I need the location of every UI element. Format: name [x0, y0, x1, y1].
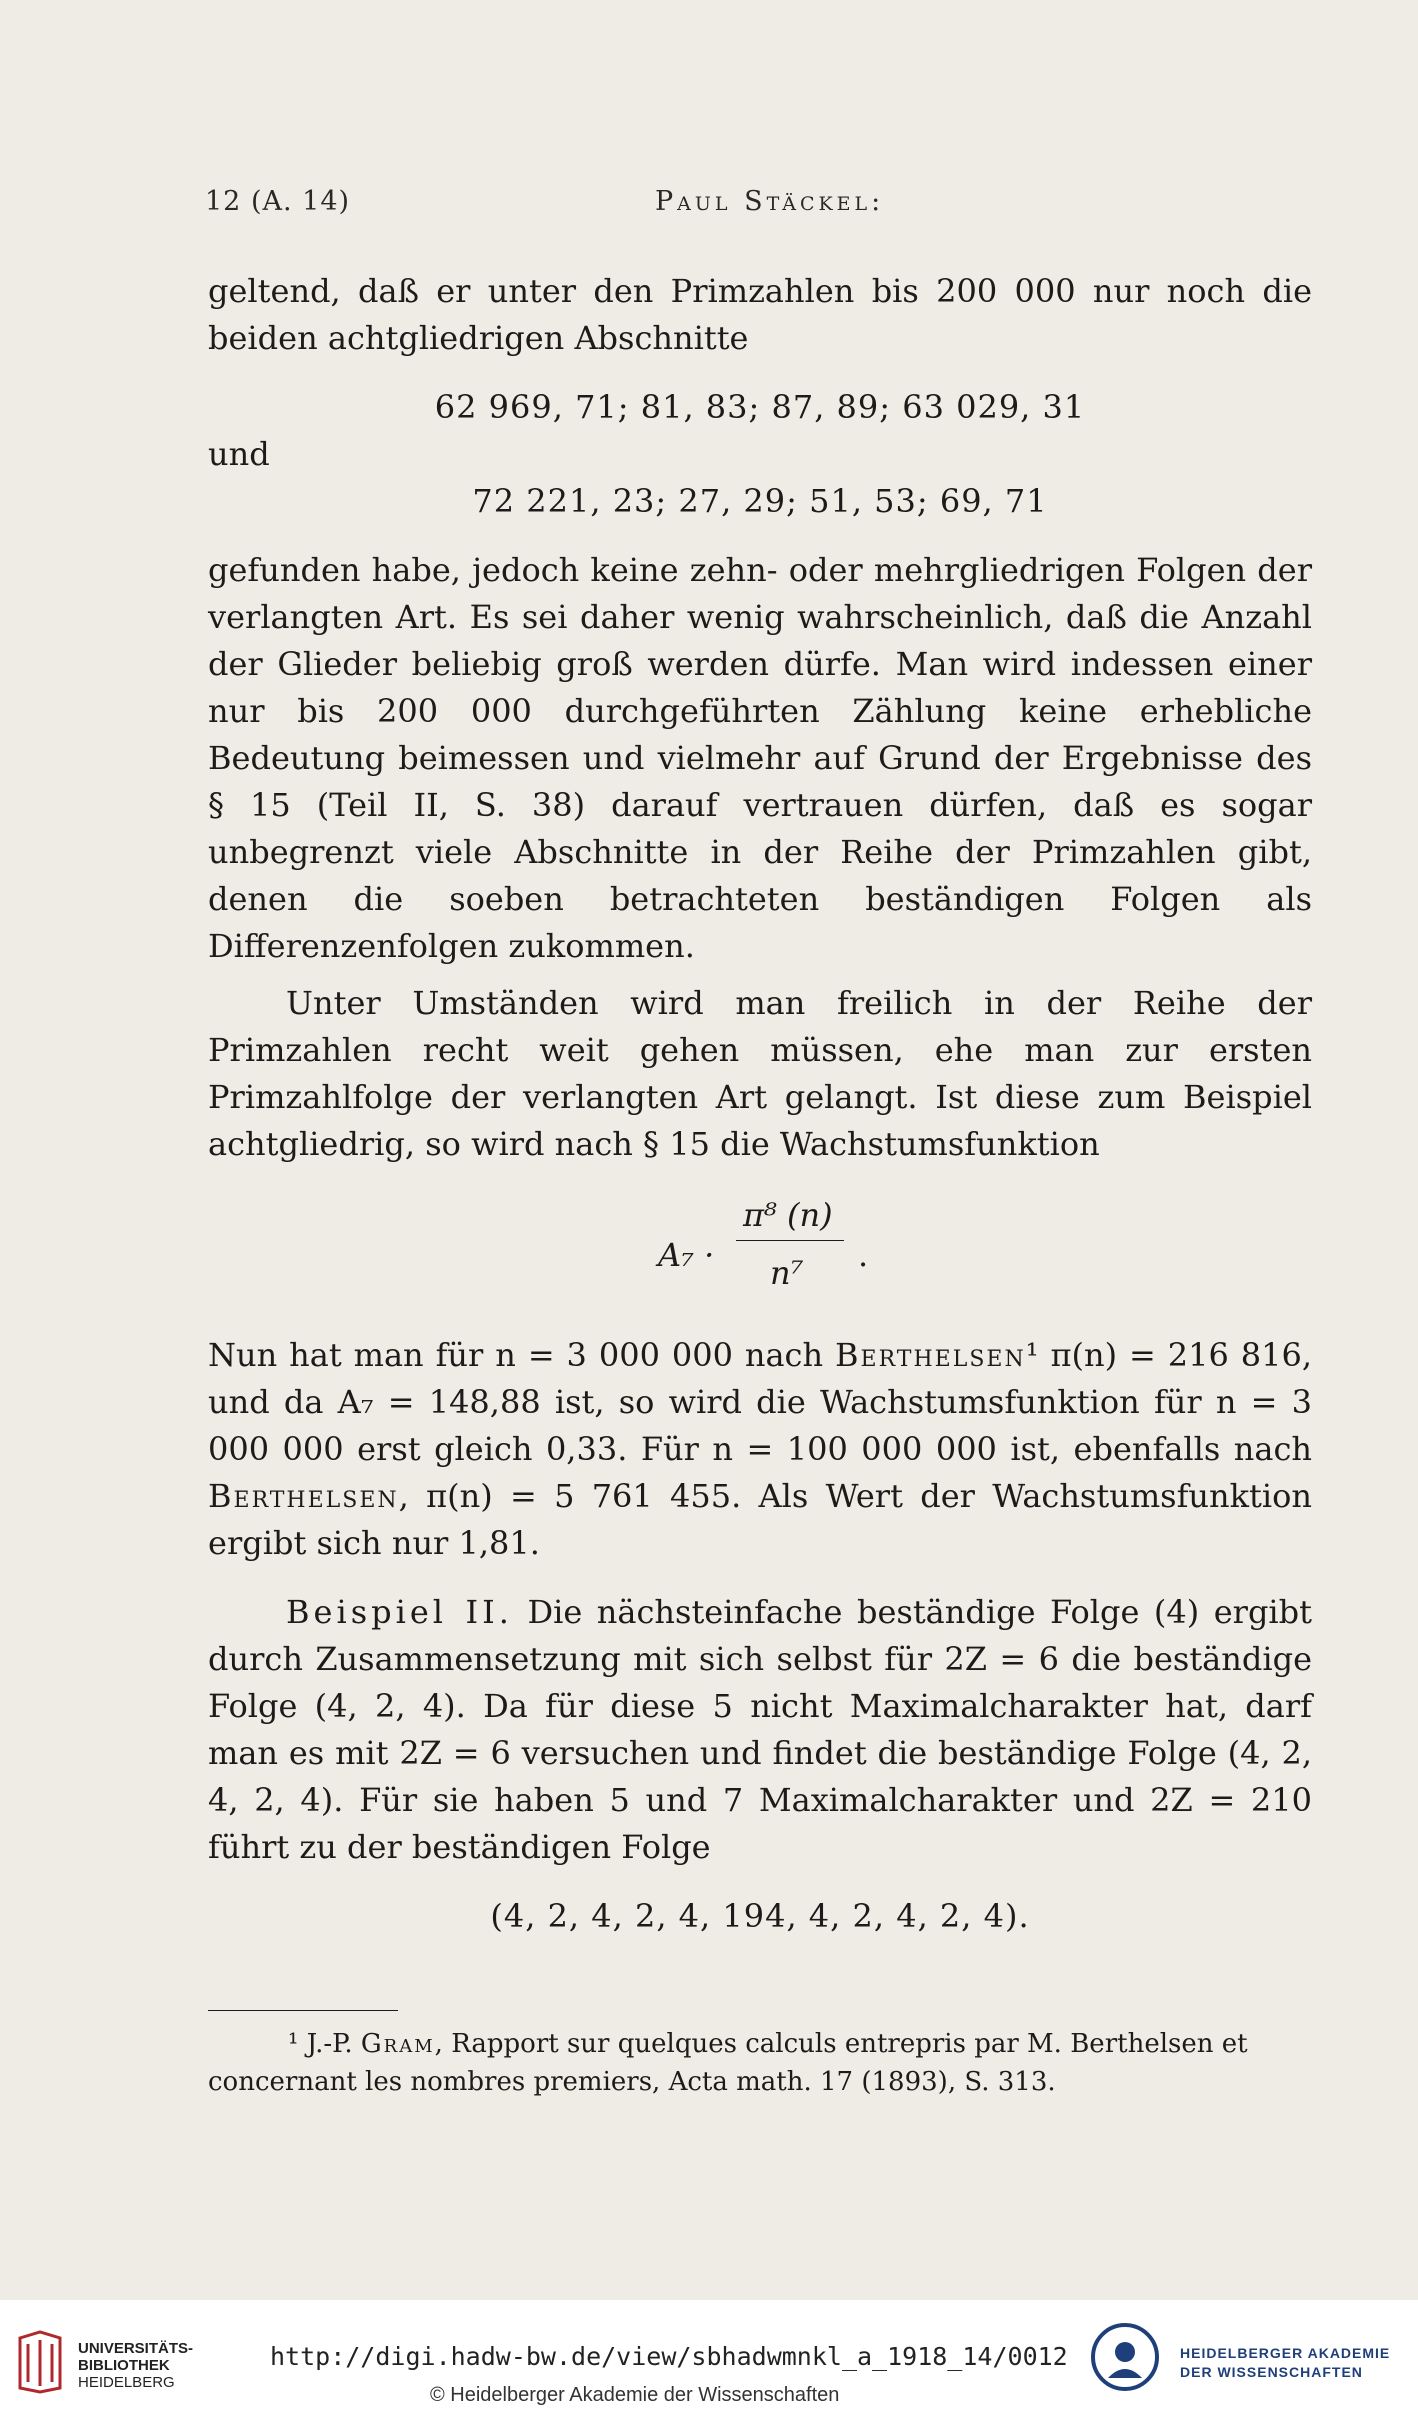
library-line: HEIDELBERG [78, 2374, 175, 2391]
academy-seal-icon [1090, 2322, 1160, 2392]
paragraph-2: gefunden habe, jedoch keine zehn- oder mehrgliedrigen Folgen der verlangten Art. Es sei daher wenig wahrscheinlich, daß die Anzahl der Glieder beliebig groß werden dürfe. Man wird indessen einer nur bis 200 000 durchgeführten Zählung keine erhebliche Bedeutung beimessen und vielmehr auf Grund der Ergebnisse des § 15 (Teil II, S. 38) darauf vertrauen dürfen, daß es sogar unbegrenzt viele Abschnitte in der Reihe der Primzahlen gibt, denen die soeben betrachteten beständigen Folgen als Differenzenfolgen zukommen. [208, 551, 1312, 965]
paragraph-1: geltend, daß er unter den Primzahlen bis 200 000 nur noch die beiden achtgliedrigen Abschnitte [208, 272, 1312, 357]
library-name [78, 2340, 193, 2391]
author-name: Berthelsen [835, 1336, 1026, 1374]
connector-und: und [208, 435, 270, 473]
author-name: Gram [360, 2029, 435, 2059]
growth-formula [208, 1182, 1312, 1332]
university-library-logo-icon [14, 2330, 66, 2394]
footnote-rule [208, 2010, 398, 2011]
formula-lhs: A₇ · [658, 1236, 715, 1274]
academy-line: DER WISSENSCHAFTEN [1180, 2364, 1363, 2380]
paragraph-3: Unter Umständen wird man freilich in der Reihe der Primzahlen recht weit gehen müssen, ehe man zur ersten Primzahlfolge der verlangten Art gelangt. Ist diese zum Beispiel achtgliedrig, so wird nach § 15 die Wachstumsfunktion [208, 984, 1312, 1163]
main-text [208, 268, 1312, 1940]
page-reference: 12 (A. 14) [205, 186, 351, 217]
fraction-bar [736, 1240, 844, 1241]
formula-period: . [858, 1236, 869, 1274]
viewer-footer [0, 2300, 1418, 2419]
paragraph-4 [208, 1332, 1312, 1567]
academy-name [1180, 2344, 1390, 2382]
footnote [208, 2025, 1312, 2101]
text-run: , π(n) = 5 761 455. Als Wert der Wachstumsfunktion ergibt sich nur 1,81. [208, 1477, 1312, 1562]
text-run: Die nächsteinfache beständige Folge (4) ergibt durch Zusammensetzung mit sich selbst für 2Z = 6 die beständige Folge (4, 2, 4). Da für diese 5 nicht Maximalcharakter hat, darf man es mit 2Z = 6 versuchen und findet die beständige Folge (4, 2, 4, 2, 4). Für sie haben 5 und 7 Maximalcharakter und 2Z = 210 führt zu der beständigen Folge [208, 1593, 1313, 1866]
formula-numerator: π⁸ (n) [743, 1196, 833, 1234]
paragraph-5 [208, 1589, 1312, 1871]
sequence-3: (4, 2, 4, 2, 4, 194, 4, 2, 4, 2, 4). [490, 1897, 1030, 1935]
author-name: Berthelsen [208, 1477, 399, 1515]
text-run: ¹ π(n) = 216 816, und da A₇ = 148,88 ist, so wird die Wachstumsfunktion für n = 3 000 000 erst gleich 0,33. Für n = 100 000 000 ist, ebenfalls nach [208, 1336, 1313, 1468]
sequence-1: 62 969, 71; 81, 83; 87, 89; 63 029, 31 [434, 388, 1086, 426]
sequence-2: 72 221, 23; 27, 29; 51, 53; 69, 71 [472, 482, 1048, 520]
academy-line: HEIDELBERGER AKADEMIE [1180, 2345, 1391, 2361]
running-head-author: Paul Stäckel: [655, 186, 885, 217]
library-line: BIBLIOTHEK [78, 2357, 170, 2374]
formula-denominator: n⁷ [770, 1254, 804, 1292]
copyright-notice: © Heidelberger Akademie der Wissenschaften [430, 2384, 840, 2406]
text-run: Nun hat man für n = 3 000 000 nach [208, 1336, 836, 1374]
library-line: UNIVERSITÄTS- [78, 2340, 194, 2357]
permalink-url[interactable]: http://digi.hadw-bw.de/view/sbhadwmnkl_a_1918_14/0012 [270, 2342, 1068, 2371]
running-header [205, 186, 1315, 226]
example-label: Beispiel II. [286, 1593, 513, 1631]
text-run: ¹ J.-P. [288, 2029, 361, 2059]
text-run: , Rapport sur quelques calculs entrepris par M. Berthelsen et concernant les nombres premiers, Acta math. 17 (1893), S. 313. [208, 2029, 1248, 2097]
